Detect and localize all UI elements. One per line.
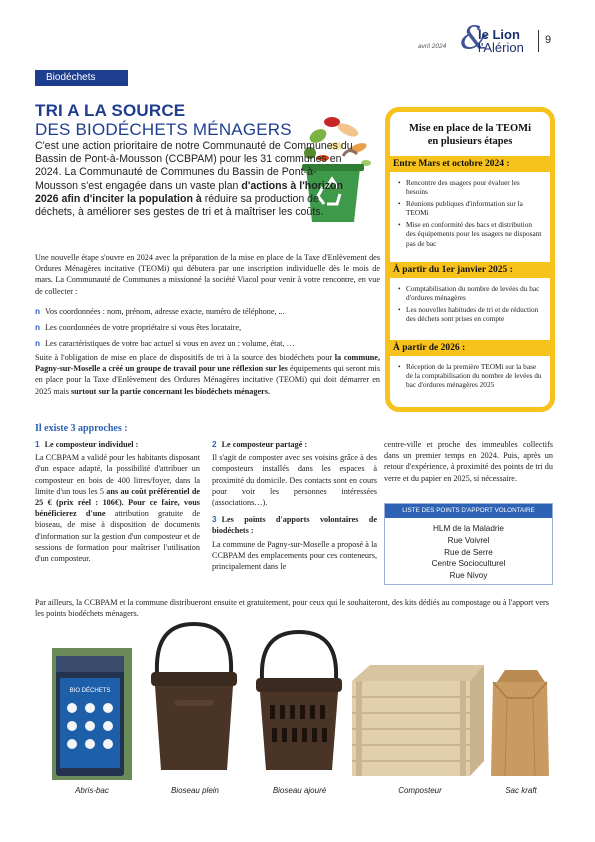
photo-caption: Bioseau plein — [170, 786, 220, 795]
timeline-title-2: en plusieurs étapes — [427, 136, 513, 147]
list-item: Rue Nivoy — [449, 571, 488, 581]
logo-line-2: l'Alérion — [478, 40, 524, 55]
list-item: Centre Socioculturel — [431, 559, 506, 569]
timeline-phase-2-list — [398, 284, 543, 326]
drop-off-points-box — [384, 503, 553, 585]
header-divider — [538, 30, 539, 52]
timeline-phase-3-list — [398, 362, 543, 392]
bioseau-ajoure-photo — [250, 630, 348, 780]
lead-text-bold: d'actions à l'horizon 2026 afin d'inciter la population à — [35, 179, 343, 205]
closing-paragraph: Par ailleurs, la CCBPAM et la commune distribueront ensuite et gratuitement, pour ceux qui le souhaiteront, des kits dédiés au compostage ou à l'apport vers les points biodéchets ménagers. — [35, 598, 549, 619]
timeline-title-1: Mise en place de la TEOMi — [408, 123, 531, 134]
photo-caption: Composteur — [398, 786, 442, 795]
title-line-1: TRI A LA SOURCE — [35, 101, 186, 120]
title-line-2: DES BIODÉCHETS MÉNAGERS — [35, 120, 292, 139]
approach-3-continued: centre-ville et proche des immeubles collectifs dans un premier temps en 2024. Puis, après un retour d'expérience, à proximité des points de tri du verre et du papier en 2025, si nécessaire. — [384, 440, 553, 483]
list-item: • Réception de la première TEOMi sur la base de la comptabilisation du nombre de levées du bac d'ordures ménagères 2025 — [398, 362, 543, 389]
photo-caption: Abris-bac — [75, 786, 109, 795]
list-item: n Vos coordonnées : nom, prénom, adresse exacte, numéro de téléphone, ... — [35, 307, 285, 316]
working-group-paragraph: Suite à l'obligation de mise en place de dispositifs de tri à la source des biodéchets pour la commune, Pagny-sur-Moselle a créé un groupe de travail pour une réflexion sur les équipements qui seront mis en place pour la Taxe d'Enlèvement des Ordures Ménagères incitative (TEOMi) qui doit démarrer en 2025 mais surtout sur la partie concernant les biodéchets ménagers. — [35, 353, 381, 396]
list-item: • Les nouvelles habitudes de tri et de réduction des déchets sont prises en compte — [398, 305, 543, 323]
logo-ampersand: & — [460, 19, 489, 57]
section-tag: Biodéchets — [35, 70, 128, 86]
approaches-heading: Il existe 3 approches : — [35, 423, 128, 434]
list-item: Rue Voivrel — [447, 535, 490, 545]
list-item: • Réunions publiques d'information sur la TEOMi — [398, 199, 543, 217]
timeline-phase-1-list — [398, 178, 543, 251]
list-item: n Les caractéristiques de votre bac actuel si vous en avez un : volume, état, … — [35, 339, 295, 348]
intro-paragraph: Une nouvelle étape s'ouvre en 2024 avec la préparation de la mise en place de la Taxe d'Enlèvement des Ordures Ménagères incitative (TEOMi) qui débutera par une inscription individuelle dès le mois de mars. La Communauté de Communes a missionné la société Viacol pour venir à votre rencontre, en vue de collecter : — [35, 253, 380, 296]
list-item: • Comptabilisation du nombre de levées du bac d'ordures ménagères — [398, 284, 543, 302]
bioseau-plein-photo — [145, 620, 243, 780]
sac-kraft-photo — [487, 668, 553, 778]
list-item: • Rencontre des usagers pour évaluer les besoins — [398, 178, 543, 196]
timeline-phase-3-label: À partir de 2026 : — [385, 340, 555, 356]
timeline-phase-1-label: Entre Mars et octobre 2024 : — [385, 156, 555, 172]
timeline-phase-2-label: À partir du 1er janvier 2025 : — [385, 262, 555, 278]
logo-line-1: le Lion — [478, 27, 520, 42]
approach-2-and-3: 2 Le composteur partagé : Il s'agit de composter avec ses voisins grâce à des composteurs installés dans les espaces à proximité du domicile. Des contacts sont en cours pour voir les personnes intéressées (associations…). 3 Les points d'apports volontaires de biodéchets : La commune de Pagny-sur-Moselle a proposé à la CCBPAM des emplacements pour ces conteneurs, principalement dans le — [212, 440, 377, 572]
approach-1: 1 Le composteur individuel : La CCBPAM a validé pour les habitants disposant d'un espace adapté, la possibilité d'attribuer un composteur en bois de 400 litres/foyer, dans la limite d'un tous les 5 ans au coût préférentiel de 25 € (prix réel : 106€). Pour ce faire, vous bénéficierez d'une attribution gratuite de bioseau, de mise à disposition de documents d'information sur la gestion d'un composteur et de sessions de formation pour maîtriser l'utilisation d'un composteur. — [35, 440, 201, 564]
photo-caption: Sac kraft — [505, 786, 537, 795]
composteur-photo — [352, 663, 484, 778]
bin-sign-label: BIO DÉCHETS — [69, 688, 111, 694]
list-item: n Les coordonnées de votre propriétaire si vous êtes locataire, — [35, 323, 242, 332]
lead-text-2: réduire sa production de déchets, à améliorer ses gestes de tri et à maîtriser les coûts. — [35, 192, 324, 219]
abris-bac-photo — [52, 648, 132, 780]
lead-paragraph — [35, 140, 355, 219]
list-item: Rue de Serre — [444, 547, 493, 557]
photo-caption: Bioseau ajouré — [272, 786, 327, 795]
collected-info-list — [35, 306, 380, 354]
page-number: 9 — [545, 34, 552, 46]
drop-off-points-header: LISTE DES POINTS D'APPORT VOLONTAIRE — [385, 504, 552, 518]
issue-date: avril 2024 — [418, 43, 447, 50]
teomi-timeline-box — [385, 107, 555, 412]
lead-text-1: C'est une action prioritaire de notre Communauté de Communes du Bassin de Pont-à-Mousson (CCBPAM) pour les 31 communes en 2024. La Communauté de Communes du Bassin de Pont-à-Mousson s'est engagée dans un vaste plan — [35, 140, 353, 192]
list-item: • Mise en conformité des bacs et distribution des équipements pour les usagers ne disposant pas de bac — [398, 220, 543, 247]
list-item: HLM de la Maladrie — [433, 524, 504, 533]
